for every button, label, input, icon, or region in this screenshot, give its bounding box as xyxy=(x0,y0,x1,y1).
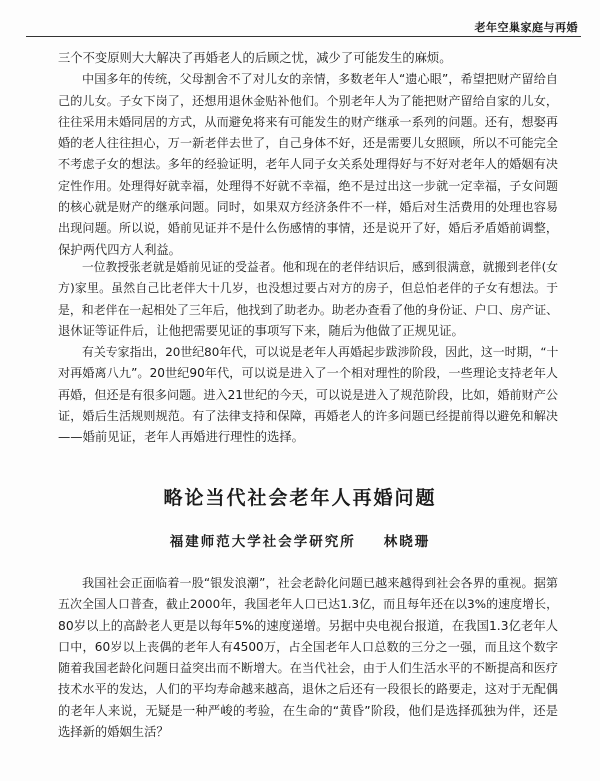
author-name: 林晓珊 xyxy=(383,534,431,550)
header-divider xyxy=(26,36,581,37)
author-affiliation: 福建师范大学社会学研究所 xyxy=(169,534,356,550)
paragraph-group-1 xyxy=(58,48,558,261)
article-body xyxy=(58,573,558,743)
byline xyxy=(0,530,600,550)
text-line: 退休证等证件后，让他把需要见证的事项写下来，随后为他做了正规见证。 xyxy=(58,323,464,338)
text-line: 五次全国人口普查，截止2000年，我国老年人口已达1.3亿，而且每年还在以3%的速度增长， xyxy=(58,597,558,612)
text-line: 保护两代四方人利益。 xyxy=(58,242,181,257)
text-line: 定性作用。处理得好就幸福，处理得不好就不幸福，绝不是过出这一步就一定幸福，子女问题 xyxy=(58,178,558,193)
running-header: 老年空巢家庭与再婚 xyxy=(474,21,578,34)
text-line: 的老年人来说，无疑是一种严峻的考验，在生命的“黄昏”阶段，他们是选择孤独为伴，还是 xyxy=(58,703,558,718)
text-line: 再婚，但还是有很多问题。进入21世纪的今天，可以说是进入了规范阶段，比如，婚前财产公 xyxy=(58,387,558,402)
paragraph-group-2 xyxy=(58,257,558,449)
text-line: 80岁以上的高龄老人更是以每年5%的速度递增。另据中央电视台报道，在我国1.3亿老年人 xyxy=(58,618,558,633)
text-line: 己的儿女。子女下岗了，还想用退休金贴补他们。个别老年人为了能把财产留给自家的儿女， xyxy=(58,93,558,108)
text-line: 是，和老伴在一起相处了三年后，他找到了助老办。助老办查看了他的身份证、户口、房产证、 xyxy=(58,302,558,317)
text-line: 三个不变原则大大解决了再婚老人的后顾之忧，减少了可能发生的麻烦。 xyxy=(58,51,452,65)
text-line: ——婚前见证，老年人再婚进行理性的选择。 xyxy=(58,430,304,445)
article-title: 略论当代社会老年人再婚问题 xyxy=(163,487,437,509)
text-line: 婚的老人往往担心，万一新老伴去世了，自己身体不好，还是需要儿女照顾，所以不可能完全 xyxy=(58,136,558,151)
text-line: 技术水平的发达，人们的平均寿命越来越高，退休之后还有一段很长的路要走，这对于无配偶 xyxy=(58,682,558,697)
text-line: 我国社会正面临着一股“银发浪潮”，社会老龄化问题已越来越得到社会各界的重视。据第 xyxy=(82,576,558,590)
text-line: 口中，60岁以上丧偶的老年人有4500万，占全国老年人口总数的三分之一强，而且这个数字 xyxy=(58,639,558,654)
text-line: 证，婚后生活规则规范。有了法律支持和保障，再婚老人的许多问题已经提前得以避免和解决 xyxy=(58,409,558,424)
text-line: 不考虑子女的想法。多年的经验证明，老年人同子女关系处理得好与不好对老年人的婚姻有决 xyxy=(58,157,558,172)
text-line: 对再婚离八九”。20世纪90年代，可以说是进入了一个相对理性的阶段，一些理论支持老年人 xyxy=(58,366,558,381)
text-line: 出现问题。所以说，婚前见证并不是什么伤感情的事情，还是说开了好，婚后矛盾婚前调整， xyxy=(58,221,558,236)
text-line: 往往采用未婚同居的方式，从而避免将来有可能发生的财产继承一系列的问题。还有，想娶再 xyxy=(58,114,558,129)
text-line: 随着我国老龄化问题日益突出而不断增大。在当代社会，由于人们生活水平的不断提高和医疗 xyxy=(58,661,558,676)
text-line: 的核心就是财产的继承问题。同时，如果双方经济条件不一样，婚后对生活费用的处理也容易 xyxy=(58,200,558,215)
text-line: 方)家里。虽然自己比老伴大十几岁，也没想过要占对方的房子，但总怕老伴的子女有想法。于 xyxy=(58,281,558,296)
text-line: 选择新的婚姻生活？ xyxy=(58,725,169,740)
text-line: 一位教授张老就是婚前见证的受益者。他和现在的老伴结识后，感到很满意，就搬到老伴(女 xyxy=(82,260,558,274)
text-line: 有关专家指出，20世纪80年代，可以说是老年人再婚起步跋涉阶段，因此，这一时期，“十 xyxy=(82,345,558,360)
text-line: 中国多年的传统，父母割舍不了对儿女的亲情，多数老年人“遗心眼”，希望把财产留给自 xyxy=(82,72,558,87)
